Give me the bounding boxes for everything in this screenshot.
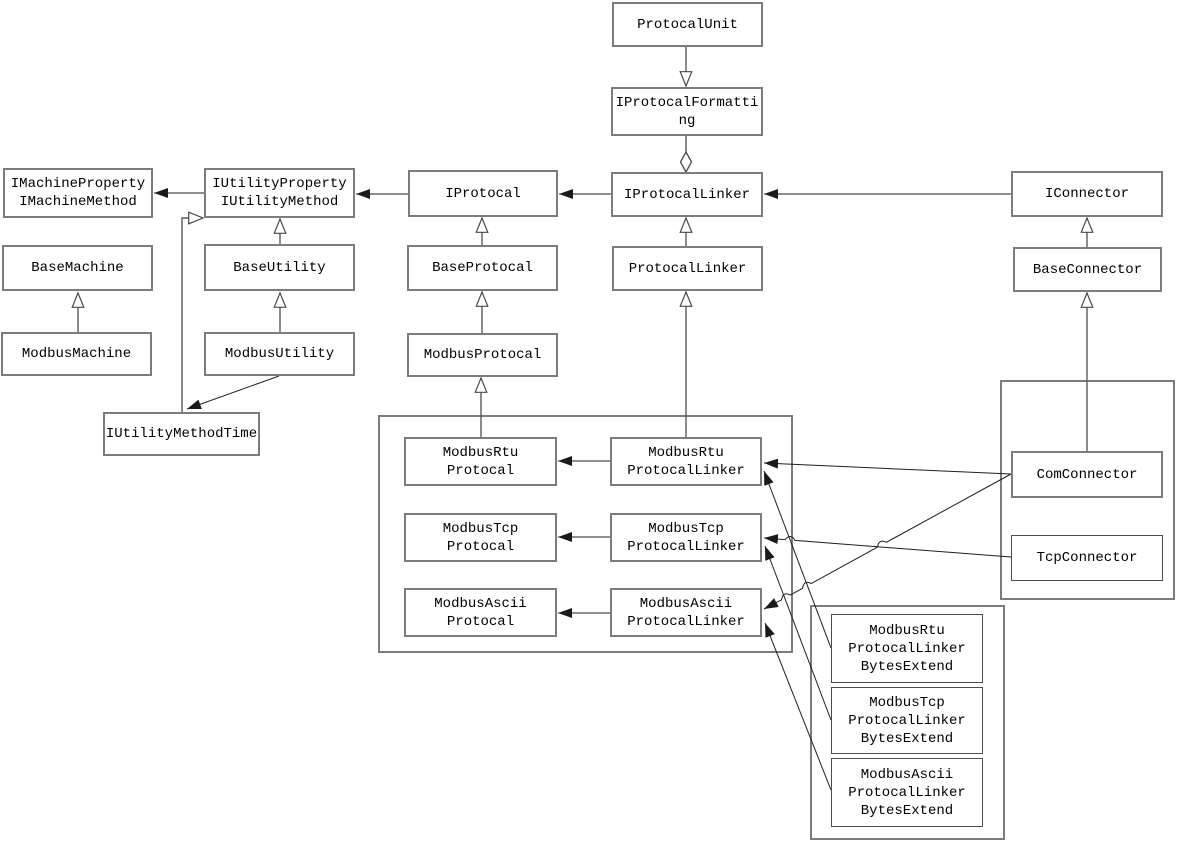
node-label-line: IMachineProperty xyxy=(10,176,146,192)
node-label-line: ModbusProtocal xyxy=(423,347,542,363)
node-label-line: ModbusAscii xyxy=(860,766,954,783)
edge-comconnector-to-asciilinker xyxy=(764,474,1011,609)
node-base-utility xyxy=(204,244,355,291)
node-label-line: ModbusAscii xyxy=(434,595,527,612)
node-label-line: IProtocalLinker xyxy=(623,186,751,203)
node-label-line: ProtocalLinker xyxy=(627,462,745,479)
node-modbus-rtu-protocal-linker xyxy=(610,437,762,486)
node-label-line: IProtocalFormatti xyxy=(615,94,759,111)
node-label-line: ModbusMachine xyxy=(21,346,132,362)
node-iutility-method-time xyxy=(103,412,260,456)
node-modbus-rtu-protocal xyxy=(404,437,557,486)
edge-tcpconnector-to-tcplinker xyxy=(764,536,1011,557)
node-label-line: IUtilityMethodTime xyxy=(105,426,258,442)
node-label-line: ModbusRtu xyxy=(648,444,724,461)
node-label-line: Protocal xyxy=(446,613,515,630)
node-label-line: BytesExtend xyxy=(860,658,954,675)
node-modbus-machine xyxy=(1,332,152,376)
node-label-line: ProtocalLinker xyxy=(848,784,966,801)
node-label-line: BaseUtility xyxy=(233,259,326,276)
node-imachine-property-imachine-method xyxy=(3,168,153,218)
node-label-line: BytesExtend xyxy=(860,730,954,747)
node-label-line: ProtocalLinker xyxy=(627,538,745,555)
node-protocal-linker xyxy=(612,246,763,291)
node-iprotocal-formatting xyxy=(611,87,763,136)
node-label-line: Protocal xyxy=(446,538,515,555)
node-label-line: IMachineMethod xyxy=(19,194,137,210)
node-label-line: BaseProtocal xyxy=(432,260,533,276)
node-label-line: ModbusTcp xyxy=(442,520,519,537)
edge-asciibytesextend-to-asciilinker xyxy=(765,623,831,790)
node-modbus-ascii-protocal-linker-bytes-extend xyxy=(831,758,983,827)
node-modbus-rtu-protocal-linker-bytes-extend xyxy=(831,614,983,683)
node-label-line: ComConnector xyxy=(1036,466,1138,483)
node-label-line: ModbusRtu xyxy=(869,622,945,639)
node-label-line: ProtocalLinker xyxy=(848,640,966,657)
edge-tcpbytesextend-to-tcplinker xyxy=(765,546,831,720)
node-modbus-ascii-protocal-linker xyxy=(610,588,762,637)
node-label-line: ProtocalLinker xyxy=(628,260,747,277)
node-label-line: TcpConnector xyxy=(1036,550,1138,566)
node-base-protocal xyxy=(407,245,558,291)
node-iprotocal xyxy=(408,170,558,217)
node-iprotocal-linker xyxy=(611,172,763,217)
node-modbus-utility xyxy=(204,332,355,376)
node-label-line: BytesExtend xyxy=(860,802,954,819)
node-label-line: ng xyxy=(678,112,696,129)
node-modbus-tcp-protocal-linker-bytes-extend xyxy=(831,687,983,754)
node-label-line: ModbusAscii xyxy=(639,595,733,612)
node-label-line: Protocal xyxy=(446,462,515,479)
node-label-line: ProtocalLinker xyxy=(627,613,745,630)
node-tcp-connector xyxy=(1011,535,1163,581)
aggregation-diamond xyxy=(681,152,692,172)
node-iutility-property-iutility-method xyxy=(204,168,355,218)
node-iconnector xyxy=(1011,171,1163,217)
node-label-line: IUtilityProperty xyxy=(212,176,347,192)
node-protocal-unit xyxy=(612,2,763,47)
node-base-connector xyxy=(1013,247,1162,292)
node-label-line: IUtilityMethod xyxy=(220,194,339,210)
node-label-line: ModbusUtility xyxy=(224,346,335,362)
node-modbus-tcp-protocal-linker xyxy=(610,513,762,562)
node-label-line: ModbusTcp xyxy=(648,520,724,537)
node-label-line: BaseConnector xyxy=(1032,261,1143,278)
node-label-line: ProtocalLinker xyxy=(848,712,966,729)
node-label-line: ModbusRtu xyxy=(442,444,519,461)
edge-modbusutility-to-iutilitymethodtime xyxy=(187,376,279,409)
node-label-line: IConnector xyxy=(1044,186,1129,202)
node-modbus-ascii-protocal xyxy=(404,588,557,637)
node-modbus-tcp-protocal xyxy=(404,513,557,562)
node-base-machine xyxy=(2,245,153,291)
node-com-connector xyxy=(1011,451,1163,498)
node-label-line: BaseMachine xyxy=(31,260,124,276)
node-modbus-protocal xyxy=(407,333,558,377)
node-label-line: ModbusTcp xyxy=(869,694,945,711)
node-label-line: ProtocalUnit xyxy=(637,16,738,33)
edge-iutilitymethodtime-to-iutility xyxy=(182,218,203,412)
edge-rtubytesextend-to-rtulinker xyxy=(764,471,831,648)
edge-comconnector-to-rtulinker xyxy=(764,463,1011,474)
node-label-line: IProtocal xyxy=(445,185,521,202)
